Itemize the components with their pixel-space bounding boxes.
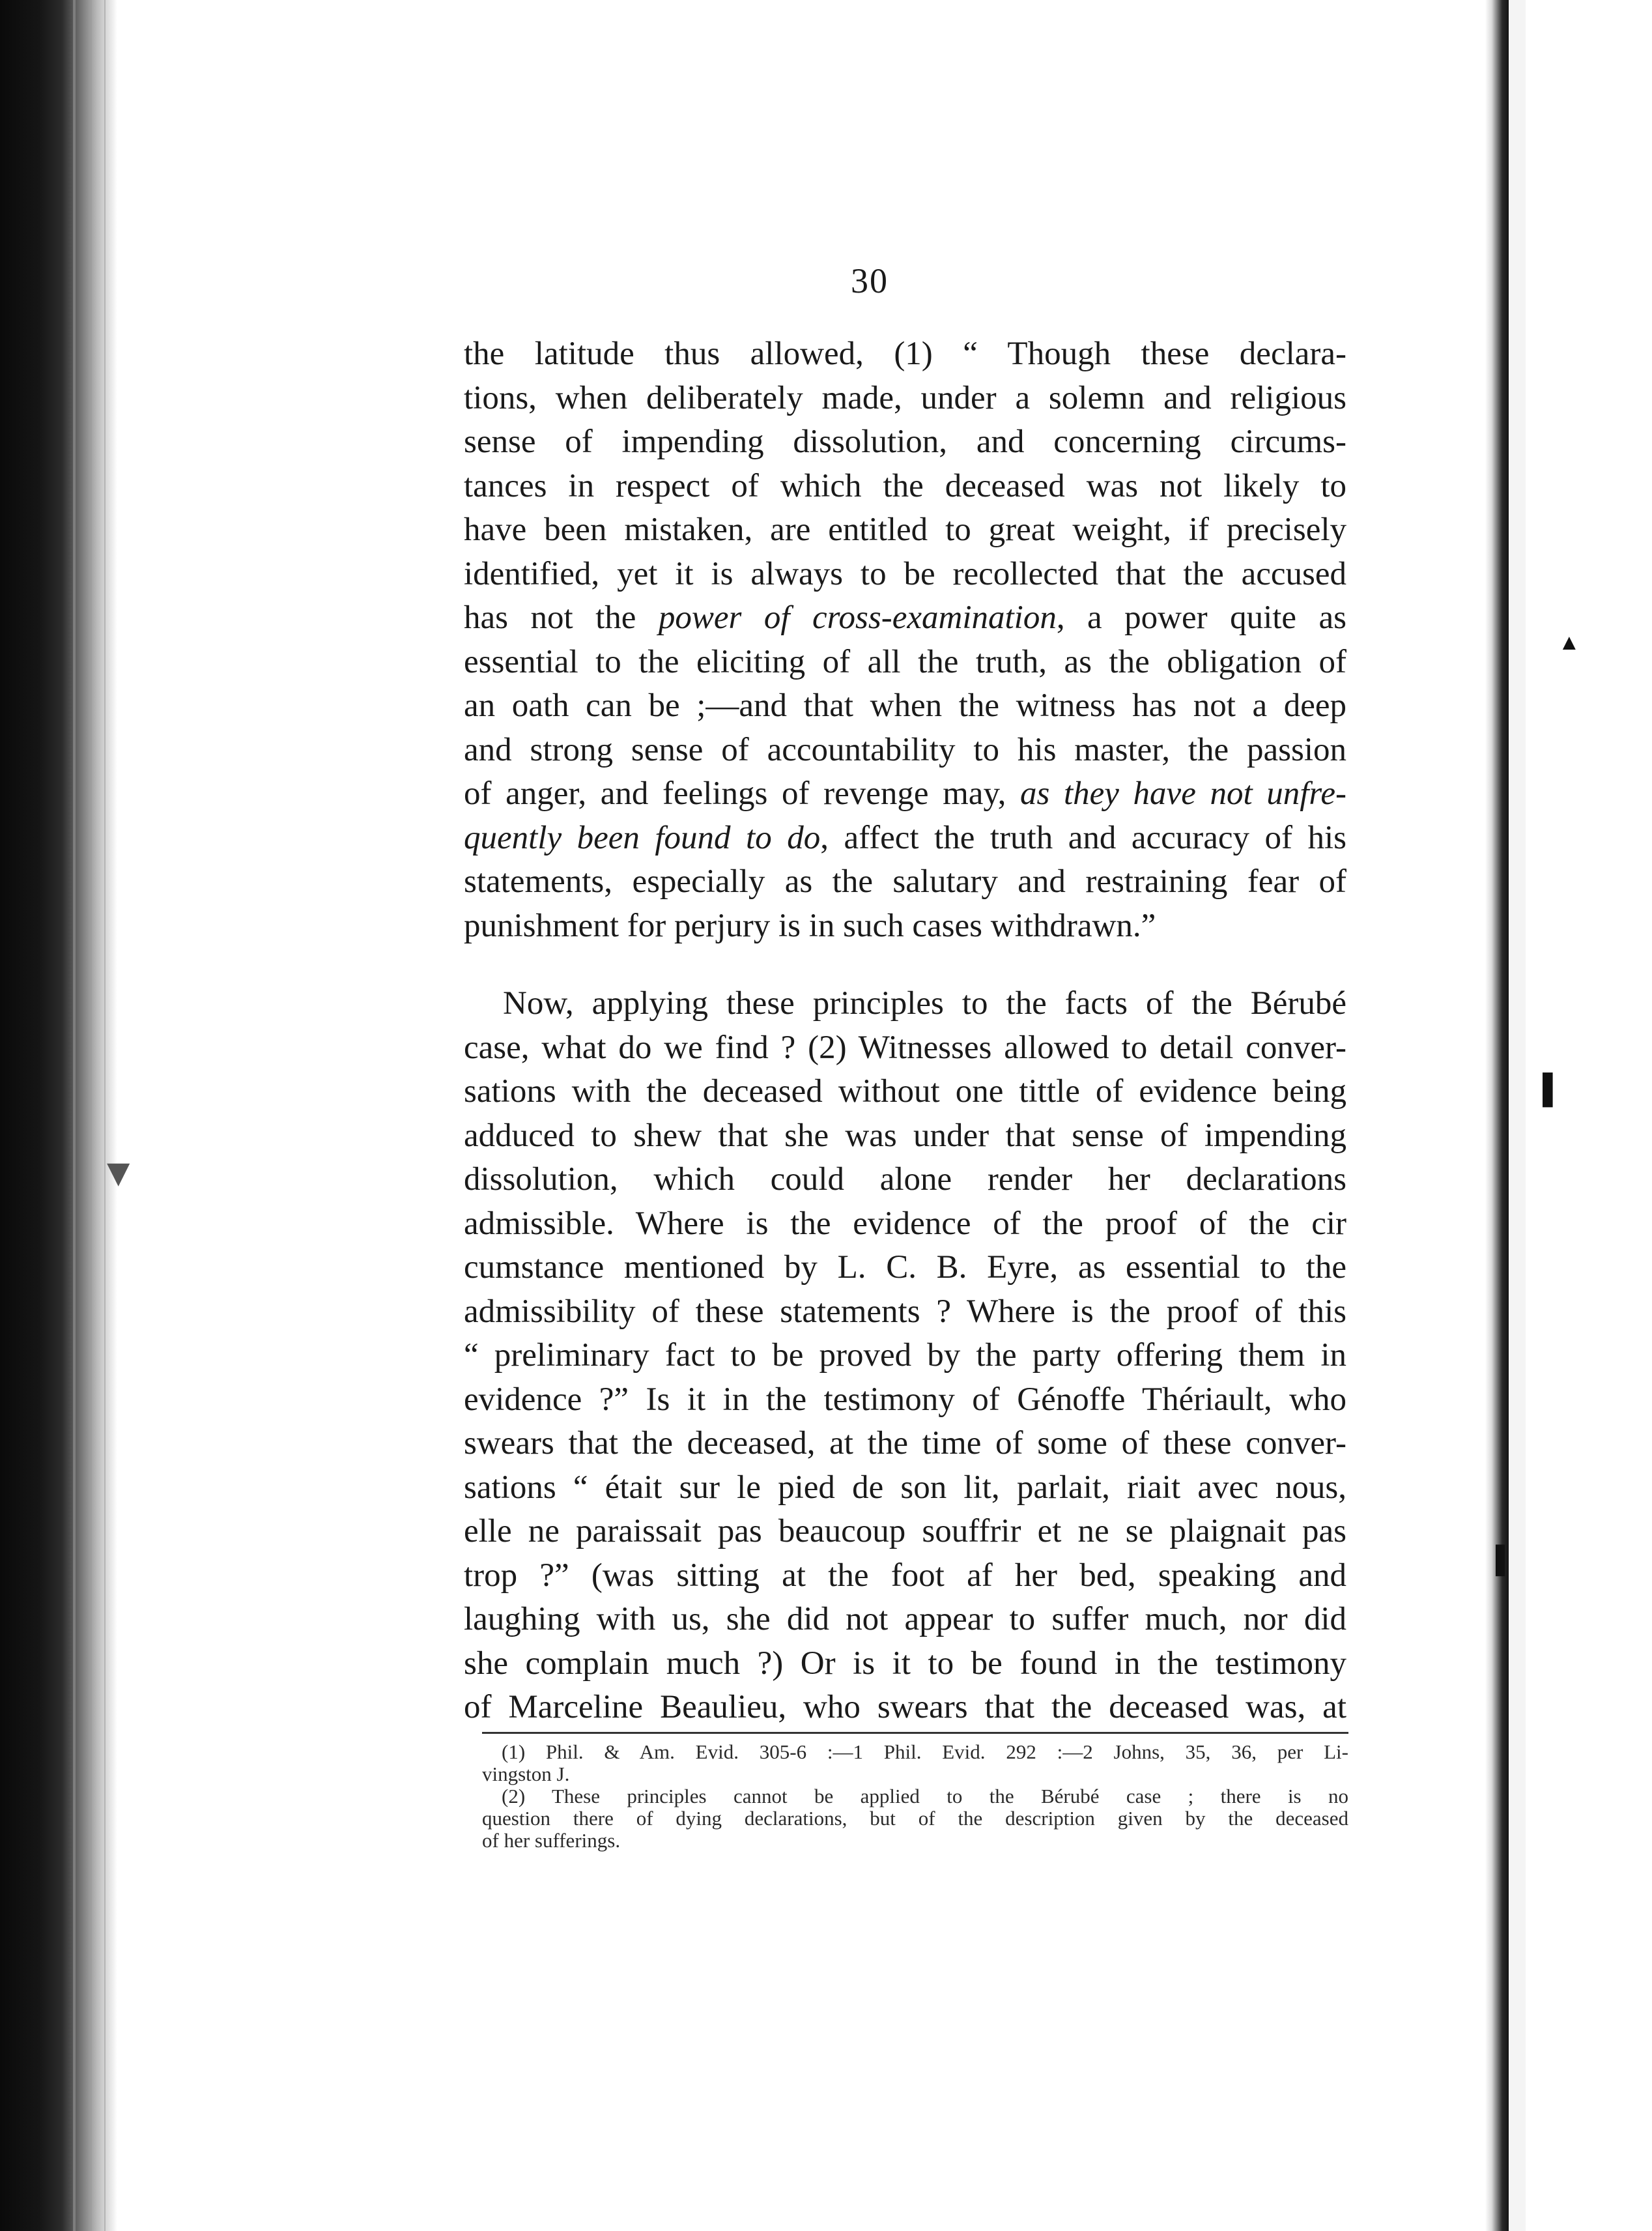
paragraph-2 <box>464 982 1346 1730</box>
paragraph-gap <box>464 948 1346 982</box>
footnote-line: of her sufferings. <box>482 1829 621 1852</box>
scan-right-page <box>1526 0 1652 2231</box>
scan-streak <box>73 0 76 2231</box>
text-line: punishment for perjury is in such cases withdrawn.” <box>464 907 1156 944</box>
footnote-line: (1) Phil. & Am. Evid. 305-6 :—1 Phil. Evid. 292 :—2 Johns, 35, 36, per Li- <box>502 1740 1348 1763</box>
footnote-line: (2) These principles cannot be applied to the Bérubé case ; there is no <box>502 1785 1348 1807</box>
scan-left-border <box>0 0 117 2231</box>
italic-segment: power of cross-examination <box>658 599 1057 636</box>
text-segment: , a power quite as <box>1056 599 1346 636</box>
text-line: admissible. Where is the evidence of the proof of the cir <box>464 1205 1346 1242</box>
text-line: “ preliminary fact to be proved by the party offering them in <box>464 1337 1346 1374</box>
text-line: identified, yet it is always to be recollected that the accused <box>464 555 1346 592</box>
text-line: dissolution, which could alone render her declarations <box>464 1161 1346 1198</box>
text-line: tions, when deliberately made, under a solemn and religious <box>464 379 1346 416</box>
text-line: evidence ?” Is it in the testimony of Génoffe Thériault, who <box>464 1381 1346 1418</box>
text-line: statements, especially as the salutary and restraining fear of <box>464 863 1346 900</box>
scan-speck: ▌ <box>1543 1073 1563 1105</box>
text-line: of Marceline Beaulieu, who swears that the deceased was, at <box>464 1689 1346 1725</box>
text-line: elle ne paraissait pas beaucoup souffrir et ne se plaignait pas <box>464 1513 1346 1549</box>
text-line: laughing with us, she did not appear to suffer much, nor did <box>464 1601 1346 1637</box>
text-line <box>464 816 1346 861</box>
text-line: sations with the deceased without one tittle of evidence being <box>464 1073 1346 1110</box>
scan-speck: ▼ <box>99 1151 138 1194</box>
footnote-divider <box>482 1732 1348 1734</box>
scan-streak <box>104 0 106 2231</box>
text-line: adduced to shew that she was under that sense of impending <box>464 1117 1346 1154</box>
text-line: sations “ était sur le pied de son lit, parlait, riait avec nous, <box>464 1469 1346 1506</box>
paragraph-1 <box>464 332 1346 948</box>
italic-segment: quently been found to do <box>464 819 821 856</box>
text-line: have been mistaken, are entitled to great weight, if precisely <box>464 511 1346 548</box>
text-line: Now, applying these principles to the facts of the Bérubé <box>503 985 1346 1022</box>
text-line: an oath can be ;—and that when the witness has not a deep <box>464 687 1346 724</box>
body-text <box>464 332 1346 1730</box>
text-segment: , affect the truth and accuracy of his <box>820 819 1346 856</box>
text-line: essential to the eliciting of all the truth, as the obligation of <box>464 643 1346 680</box>
text-line: sense of impending dissolution, and concerning circums- <box>464 424 1346 460</box>
text-line <box>464 772 1346 816</box>
text-line <box>464 596 1346 641</box>
footnote-line: question there of dying declarations, but of the description given by the deceased <box>482 1807 1348 1830</box>
text-line: admissibility of these statements ? Where is the proof of this <box>464 1293 1346 1330</box>
text-line: tances in respect of which the deceased was not likely to <box>464 467 1346 504</box>
text-line: cumstance mentioned by L. C. B. Eyre, as essential to the <box>464 1249 1346 1286</box>
scan-speck: ▌ <box>1496 1545 1515 1574</box>
footnotes <box>482 1741 1348 1852</box>
footnote-line: vingston J. <box>482 1763 570 1785</box>
scan-speck: ▲ <box>1558 631 1580 655</box>
text-line: the latitude thus allowed, (1) “ Though these declara- <box>464 336 1346 372</box>
text-line: swears that the deceased, at the time of some of these conver- <box>464 1425 1346 1461</box>
scan-streak <box>90 0 92 2231</box>
scan-right-strip <box>1509 0 1526 2231</box>
text-line: she complain much ?) Or is it to be found in the testimony <box>464 1645 1346 1682</box>
text-line: and strong sense of accountability to his master, the passion <box>464 731 1346 768</box>
italic-segment: as they have not unfre- <box>1020 775 1346 812</box>
text-segment: has not the <box>464 599 659 636</box>
page-number: 30 <box>851 261 889 300</box>
text-line: case, what do we find ? (2) Witnesses allowed to detail conver- <box>464 1029 1346 1066</box>
text-segment: of anger, and feelings of revenge may, <box>464 775 1021 812</box>
text-line: trop ?” (was sitting at the foot af her bed, speaking and <box>464 1557 1346 1594</box>
scan-right-border <box>1485 0 1652 2231</box>
